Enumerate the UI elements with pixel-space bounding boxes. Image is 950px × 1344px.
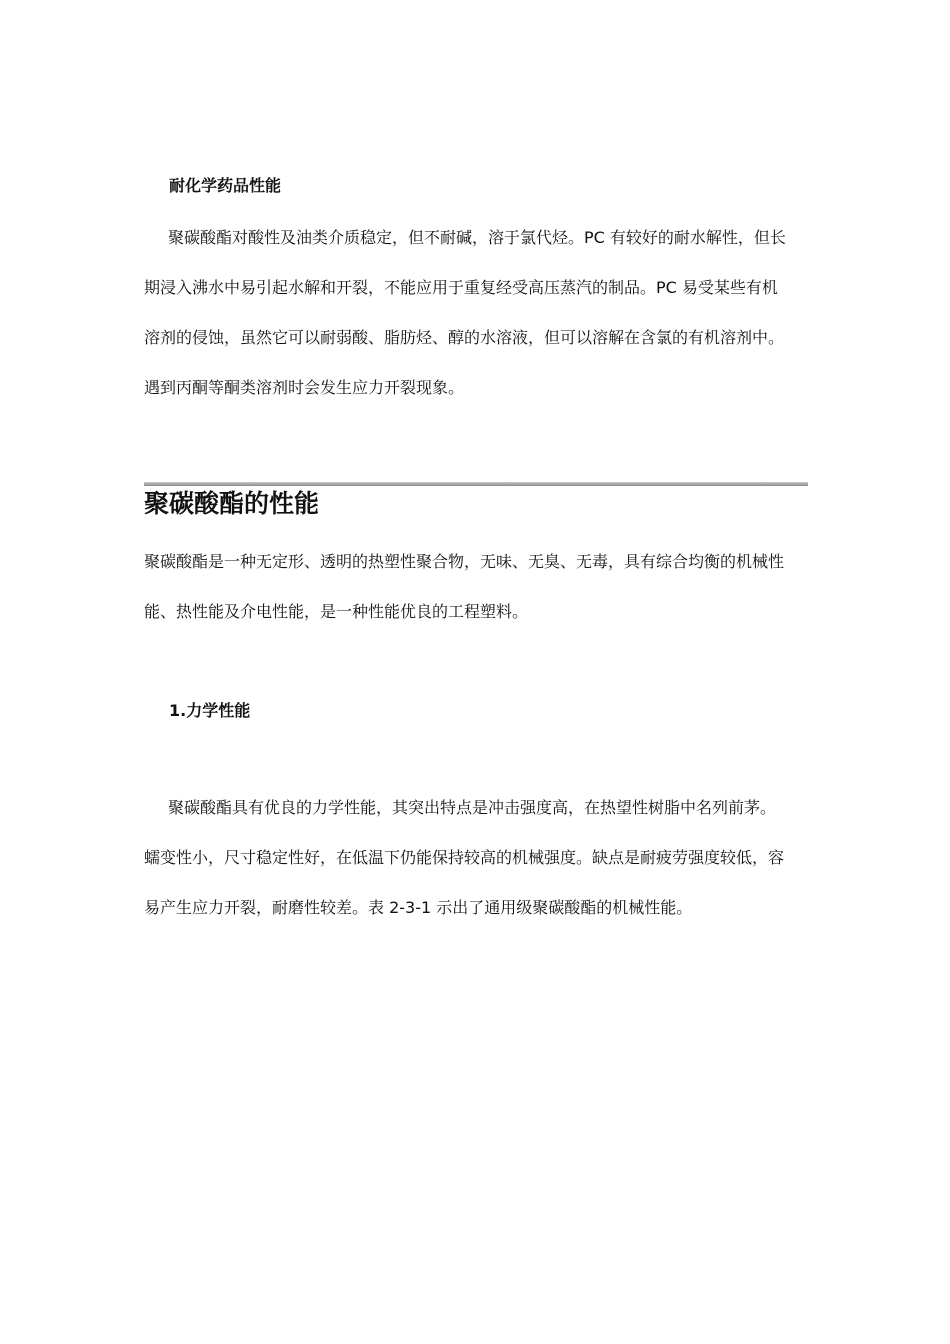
- chemical-resistance-paragraph: [144, 213, 812, 413]
- paragraph-line: 蠕变性小，尺寸稳定性好，在低温下仍能保持较高的机械强度。缺点是耐疲劳强度较低，容: [144, 848, 785, 867]
- paragraph-line: 聚碳酸酯具有优良的力学性能，其突出特点是冲击强度高，在热望性树脂中名列前茅。: [168, 798, 777, 817]
- polycarbonate-properties-heading: 聚碳酸酯的性能: [144, 489, 320, 518]
- mechanical-properties-heading: 1.力学性能: [169, 701, 251, 720]
- section-divider: [144, 482, 808, 486]
- chemical-resistance-heading: 耐化学药品性能: [169, 176, 282, 195]
- paragraph-line: 遇到丙酮等酮类溶剂时会发生应力开裂现象。: [144, 378, 465, 397]
- paragraph-line: 聚碳酸酯是一种无定形、透明的热塑性聚合物，无味、无臭、无毒，具有综合均衡的机械性: [144, 552, 785, 571]
- mechanical-properties-paragraph: [144, 783, 812, 933]
- paragraph-line: 溶剂的侵蚀，虽然它可以耐弱酸、脂肪烃、醇的水溶液，但可以溶解在含氯的有机溶剂中。: [144, 328, 785, 347]
- paragraph-line: 易产生应力开裂，耐磨性较差。表 2-3-1 示出了通用级聚碳酸酯的机械性能。: [144, 898, 693, 917]
- polycarbonate-properties-paragraph: [144, 537, 812, 637]
- paragraph-line: 期浸入沸水中易引起水解和开裂，不能应用于重复经受高压蒸汽的制品。PC 易受某些有机: [144, 278, 778, 297]
- paragraph-line: 聚碳酸酯对酸性及油类介质稳定，但不耐碱，溶于氯代烃。PC 有较好的耐水解性，但长: [168, 228, 786, 247]
- paragraph-line: 能、热性能及介电性能，是一种性能优良的工程塑料。: [144, 602, 529, 621]
